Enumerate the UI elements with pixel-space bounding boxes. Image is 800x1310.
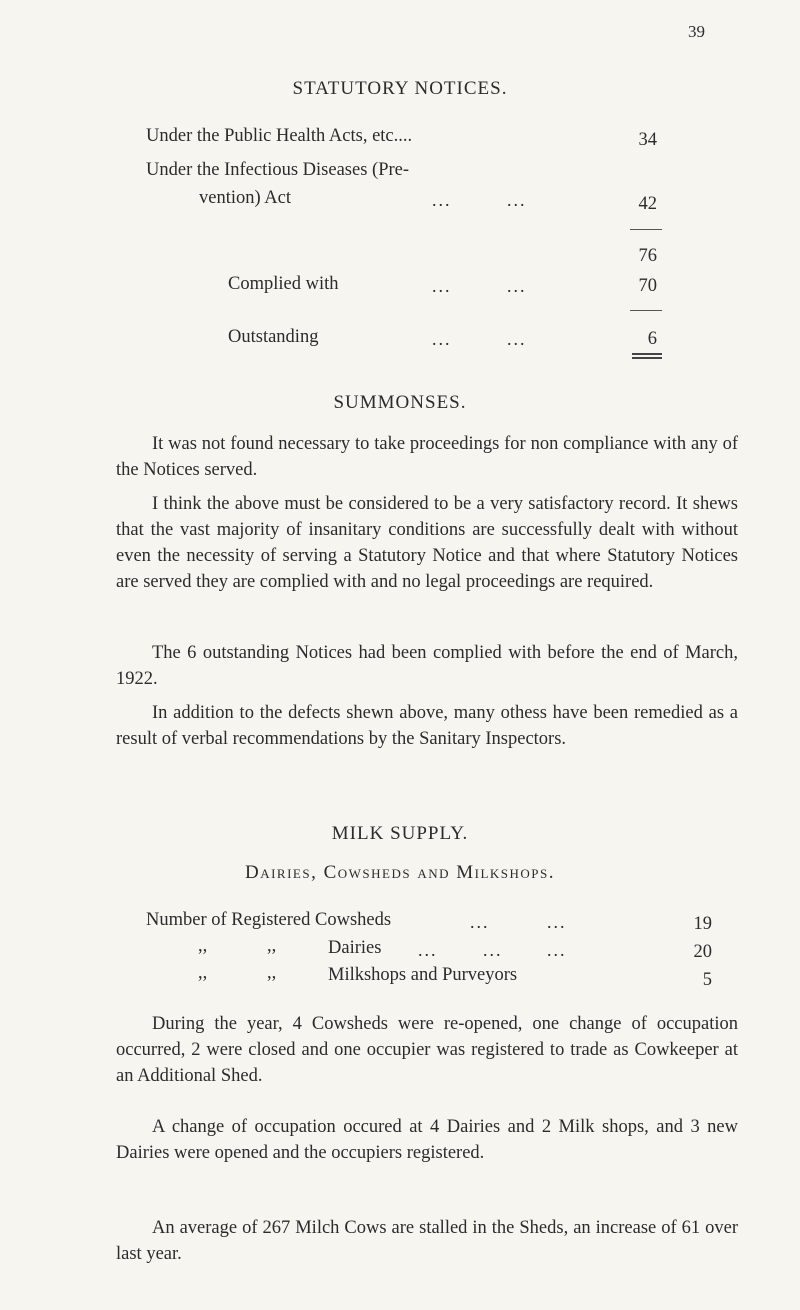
- summonses-paragraph: In addition to the defects shewn above, many othess have been remedied as a result of verbal recommendations by the Sanitary Inspectors.: [116, 703, 738, 749]
- ditto-mark: ,,: [198, 936, 208, 956]
- leader-dots: ...: [547, 940, 567, 960]
- total-value: 76: [638, 246, 657, 266]
- leader-dots: ...: [507, 190, 527, 210]
- statutory-heading: STATUTORY NOTICES.: [292, 78, 508, 99]
- leader-dots: ...: [432, 329, 452, 349]
- complied-value: 70: [638, 276, 657, 296]
- leader-dots: ...: [418, 940, 438, 960]
- milk-supply-heading: MILK SUPPLY.: [331, 823, 469, 844]
- milkshops-label: Milkshops and Purveyors: [328, 965, 518, 985]
- leader-dots: ...: [507, 276, 527, 296]
- public-health-label: Under the Public Health Acts, etc....: [146, 126, 413, 146]
- ditto-mark: ,,: [267, 963, 277, 983]
- ditto-mark: ,,: [267, 936, 277, 956]
- leader-dots: ...: [507, 329, 527, 349]
- milk-paragraph: A change of occupation occured at 4 Dairies and 2 Milk shops, and 3 new Dairies were opened and the occupiers registered.: [116, 1117, 738, 1163]
- milk-paragraph: During the year, 4 Cowsheds were re-opened, one change of occupation occurred, 2 were closed and one occupier was registered to trade as Cowkeeper at an Additional Shed.: [116, 1014, 738, 1086]
- outstanding-label: Outstanding: [228, 327, 319, 347]
- dairies-value: 20: [693, 942, 712, 962]
- leader-dots: ...: [483, 940, 503, 960]
- cowsheds-value: 19: [693, 914, 712, 934]
- double-rule-bottom: [632, 357, 662, 359]
- complied-label: Complied with: [228, 274, 339, 294]
- double-rule-top: [632, 353, 662, 355]
- leader-dots: ...: [432, 190, 452, 210]
- cowsheds-label: Number of Registered Cowsheds: [146, 910, 392, 930]
- leader-dots: ...: [547, 912, 567, 932]
- ditto-mark: ,,: [198, 963, 208, 983]
- leader-dots: ....: [393, 126, 413, 146]
- summonses-paragraph: I think the above must be considered to be a very satisfactory record. It shews that the vast majority of insanitary conditions are successfully dealt with without even the necessity of serving a Statutory Notice and that where Statutory Notices are served they are complied with and no legal proceedings are required.: [116, 494, 738, 592]
- subtotal-rule: [630, 229, 662, 230]
- complied-rule: [630, 310, 662, 311]
- leader-dots: ...: [470, 912, 490, 932]
- public-health-value: 34: [638, 130, 657, 150]
- outstanding-value: 6: [647, 329, 657, 349]
- infectious-label-line1: Under the Infectious Diseases (Pre-: [146, 160, 410, 180]
- summonses-paragraph: The 6 outstanding Notices had been complied with before the end of March, 1922.: [116, 643, 738, 689]
- summonses-paragraph: It was not found necessary to take proceedings for non compliance with any of the Notices served.: [116, 434, 738, 480]
- summonses-heading: SUMMONSES.: [333, 392, 467, 413]
- infectious-label-line2: vention) Act: [199, 188, 291, 208]
- milk-supply-subheading: Dairies, Cowsheds and Milkshops.: [244, 862, 556, 883]
- milk-paragraph: An average of 267 Milch Cows are stalled in the Sheds, an increase of 61 over last year.: [116, 1218, 738, 1264]
- leader-dots: ...: [432, 276, 452, 296]
- milkshops-value: 5: [702, 970, 712, 990]
- infectious-value: 42: [638, 194, 657, 214]
- page-number: 39: [688, 22, 705, 41]
- dairies-label: Dairies: [328, 938, 382, 958]
